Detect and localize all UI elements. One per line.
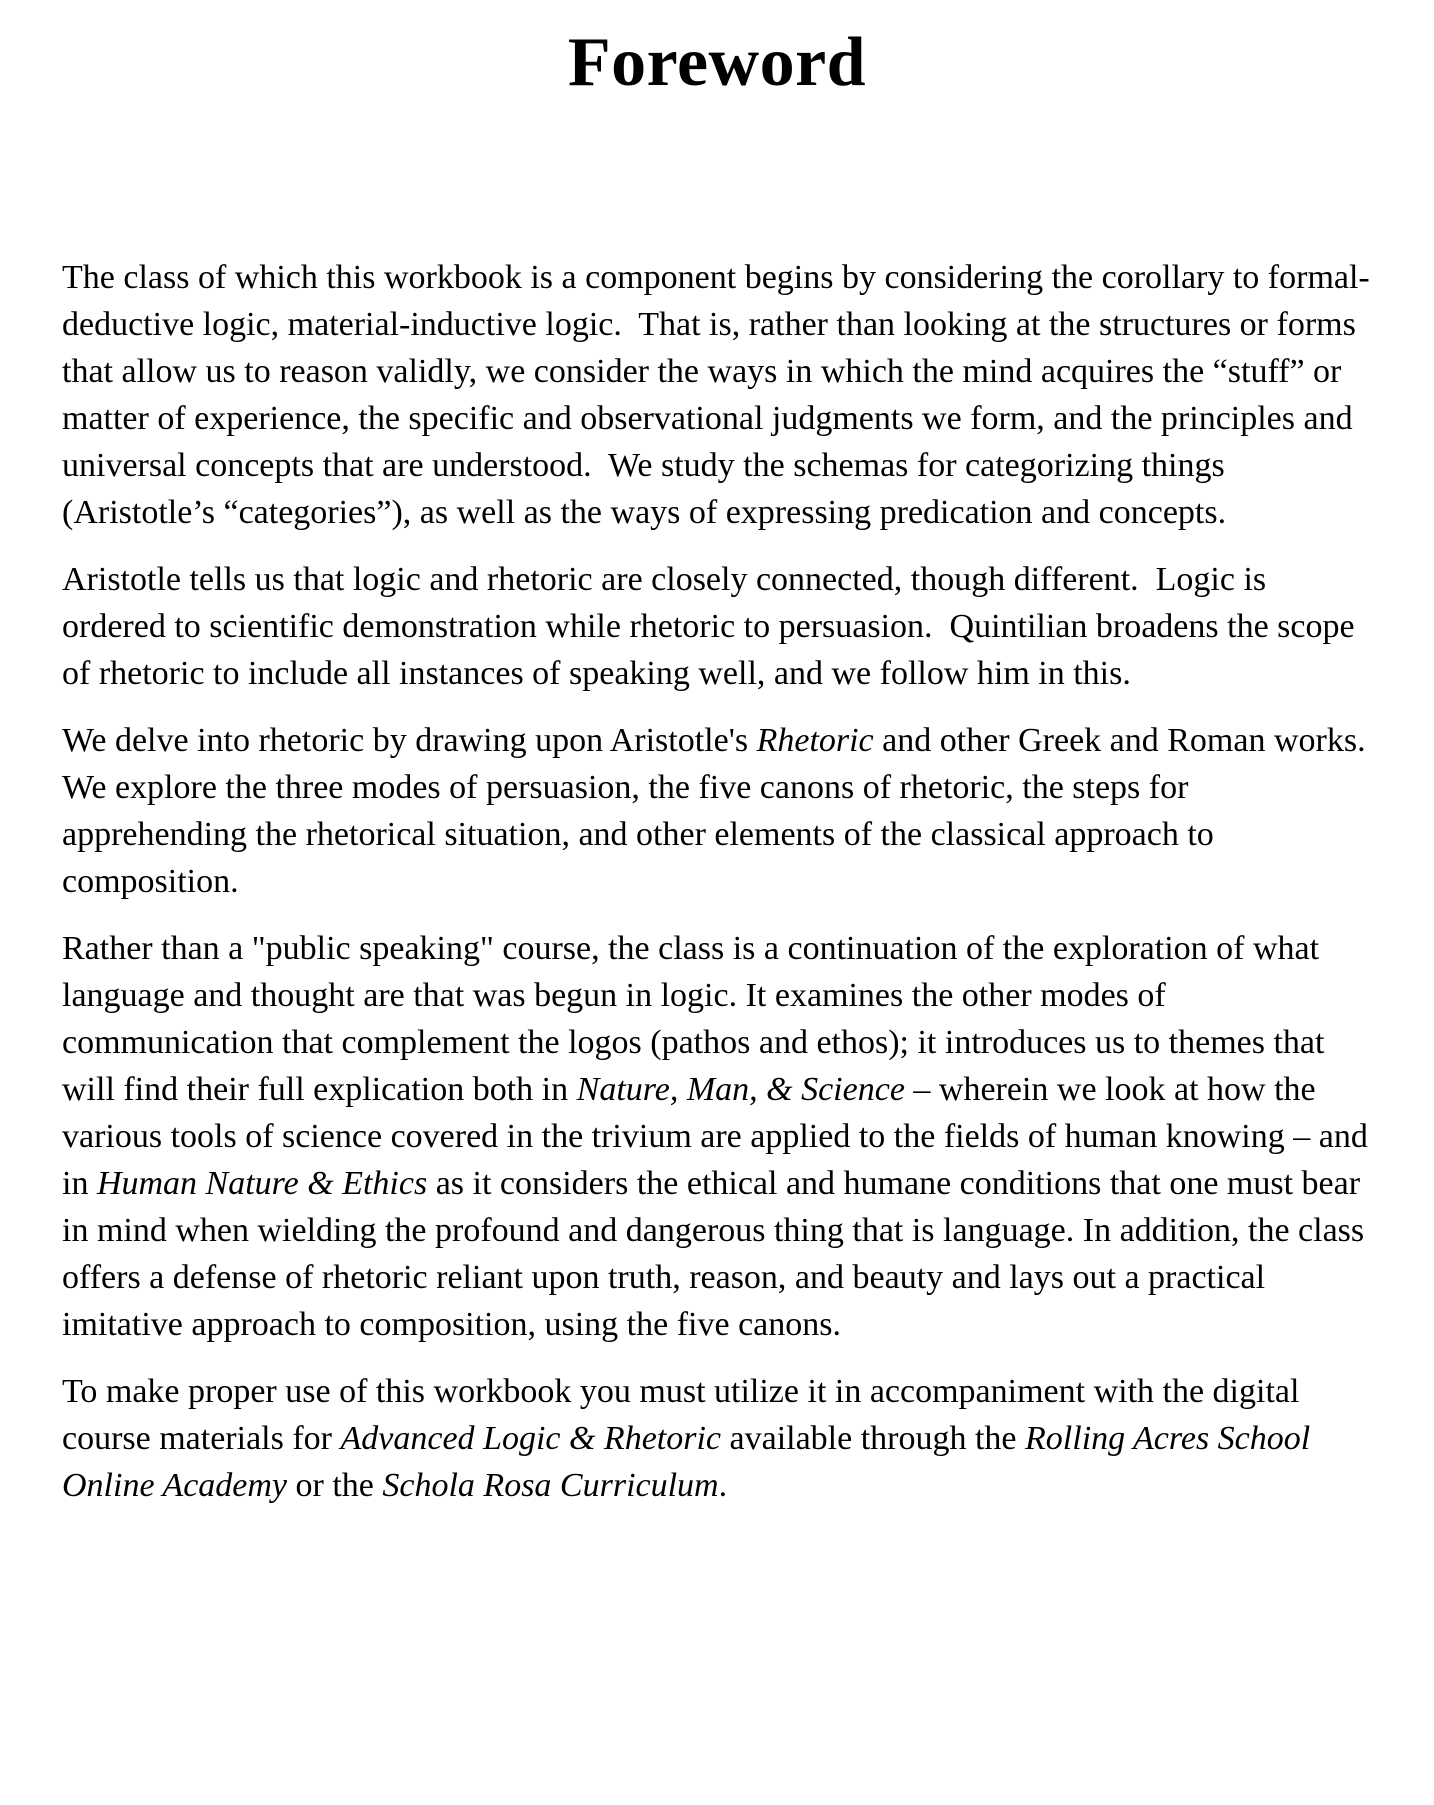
italic-text-run: Rhetoric [756, 722, 874, 759]
text-run: We delve into rhetoric by drawing upon Aristotle's [62, 722, 757, 759]
paragraph [62, 925, 1377, 1348]
text-run: as it considers the ethical and humane conditions that one must bear in mind when wielding the profound and dangerous thing that is language. In addition, the class offers a defense of rhetoric reliant upon truth, reason, and beauty and lays out a practical imitative approach to composition, using the five canons. [62, 1165, 1373, 1343]
italic-text-run: Nature, Man, & Science [576, 1071, 905, 1108]
paragraph [62, 556, 1372, 697]
page-title: Foreword [567, 24, 867, 101]
text-run: Rather than a "public speaking" course, the class is a continuation of the exploration of what language and thought are that was begun in logic. It examines the other modes of communication that complement the logos (pathos and ethos); it introduces us to themes that will find their full explication both in [62, 930, 1333, 1108]
text-run: – wherein we look at how the various tools of science covered in the trivium are applied to the fields of human knowing – and in [62, 1071, 1377, 1202]
paragraph [62, 717, 1382, 905]
italic-text-run: Rolling Acres School Online Academy [62, 1420, 1319, 1504]
text-run: Aristotle tells us that logic and rhetoric are closely connected, though different. Logic is ordered to scientific demonstration while rhetoric to persuasion. Quintilian broadens the scope of rhetoric to include all instances of speaking well, and we follow him in this. [62, 561, 1364, 692]
text-run: The class of which this workbook is a component begins by considering the corollary to formal-deductive logic, material-inductive logic. That is, rather than looking at the structures or forms that allow us to reason validly, we consider the ways in which the mind acquires the “stuff” or matter of experience, the specific and observational judgments we form, and the principles and universal concepts that are understood. We study the schemas for categorizing things (Aristotle’s “categories”), as well as the ways of expressing predication and concepts. [62, 259, 1370, 531]
italic-text-run: Schola Rosa Curriculum [382, 1467, 719, 1504]
text-run: or the [287, 1467, 383, 1504]
document-body [62, 254, 1382, 1509]
text-run: To make proper use of this workbook you must utilize it in accompaniment with the digital course materials for [62, 1373, 1308, 1457]
text-run: . [718, 1467, 728, 1504]
text-run: and other Greek and Roman works. We explore the three modes of persuasion, the five canons of rhetoric, the steps for apprehending the rhetorical situation, and other elements of the classical approach to composition. [62, 722, 1382, 900]
paragraph [62, 1368, 1372, 1509]
italic-text-run: Human Nature & Ethics [96, 1165, 428, 1202]
paragraph [62, 254, 1372, 536]
italic-text-run: Advanced Logic & Rhetoric [340, 1420, 722, 1457]
text-run: available through the [721, 1420, 1026, 1457]
